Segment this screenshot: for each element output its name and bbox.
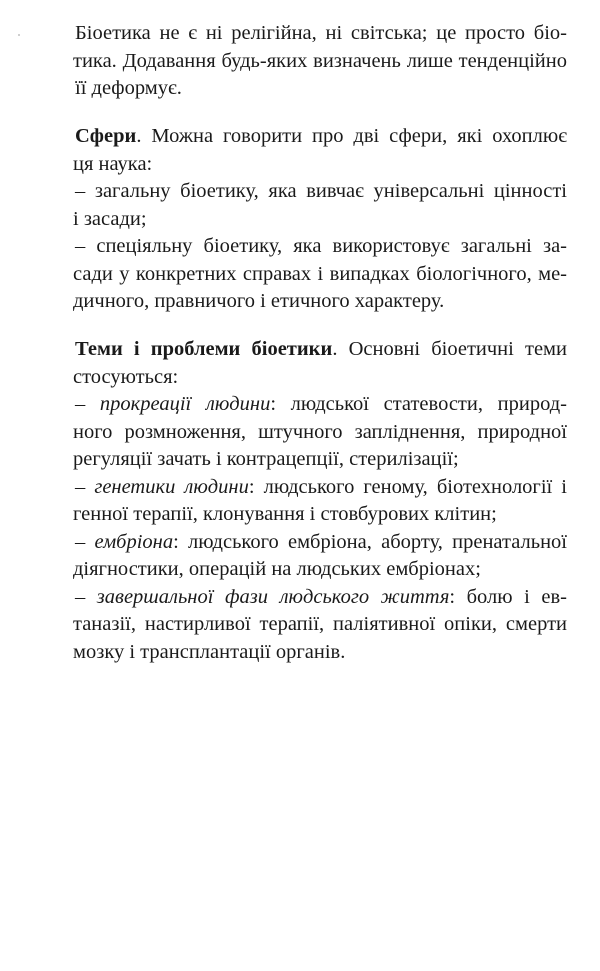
text-line: діягностики, операцій на людських ембріонах; <box>73 558 481 580</box>
text-fragment: : болю і ев- <box>449 585 567 608</box>
text-line: таназії, настирливої терапії, паліятивної опіки, смерти <box>73 613 567 635</box>
list-item <box>75 529 567 557</box>
text-line: Біоетика не є ні релігійна, ні світська; це просто біо- <box>75 22 567 44</box>
section-heading: Сфери <box>75 125 137 147</box>
topic-term: – прокреації людини <box>75 393 271 415</box>
text-line: ця наука: <box>73 152 153 175</box>
topic-term: – ембріона <box>75 530 174 553</box>
topic-term: – генетики людини <box>75 475 249 498</box>
text-line: сади у конкретних справах і випадках біологічного, ме- <box>73 262 567 285</box>
scan-speck <box>18 34 20 36</box>
text-fragment: . Основні біоетичні теми <box>332 338 567 360</box>
text-line: генної терапії, клонування і стовбурових клітин; <box>73 503 497 525</box>
text-line: і засади; <box>73 207 147 230</box>
paragraph-topics <box>75 336 567 666</box>
list-item: – загальну біоетику, яка вивчає універсальні цінності <box>75 180 567 202</box>
text-line: стосуються: <box>73 365 179 388</box>
text-line <box>75 123 567 151</box>
text-fragment: : людського геному, біотехнології і <box>248 475 568 498</box>
text-line <box>75 336 567 364</box>
text-fragment: : людського ембріона, аборту, пренатальної <box>173 530 567 553</box>
text-fragment: : людської статевости, природ- <box>270 393 568 415</box>
text-line: регуляції зачать і контрацепції, стерилізації; <box>73 448 459 470</box>
text-line: дичного, правничого і етичного характеру. <box>73 290 445 312</box>
text-line: її деформує. <box>75 77 182 99</box>
section-heading: Теми і проблеми біоетики <box>75 338 333 360</box>
text-line: тика. Додавання будь-яких визначень лише тенденційно <box>73 49 567 72</box>
text-line: мозку і трансплантації органів. <box>73 640 346 663</box>
list-item <box>75 391 567 419</box>
list-item <box>75 474 567 502</box>
list-item <box>75 584 567 612</box>
text-line: ного розмноження, штучного запліднення, природної <box>73 420 567 443</box>
list-item: – спеціяльну біоетику, яка використовує загальні за- <box>75 235 567 257</box>
text-fragment: . Можна говорити про дві сфери, які охоплює <box>136 125 567 147</box>
topic-term: – завершальної фази людського життя <box>75 585 450 608</box>
paragraph-intro <box>75 20 567 103</box>
paragraph-spheres <box>75 123 567 316</box>
